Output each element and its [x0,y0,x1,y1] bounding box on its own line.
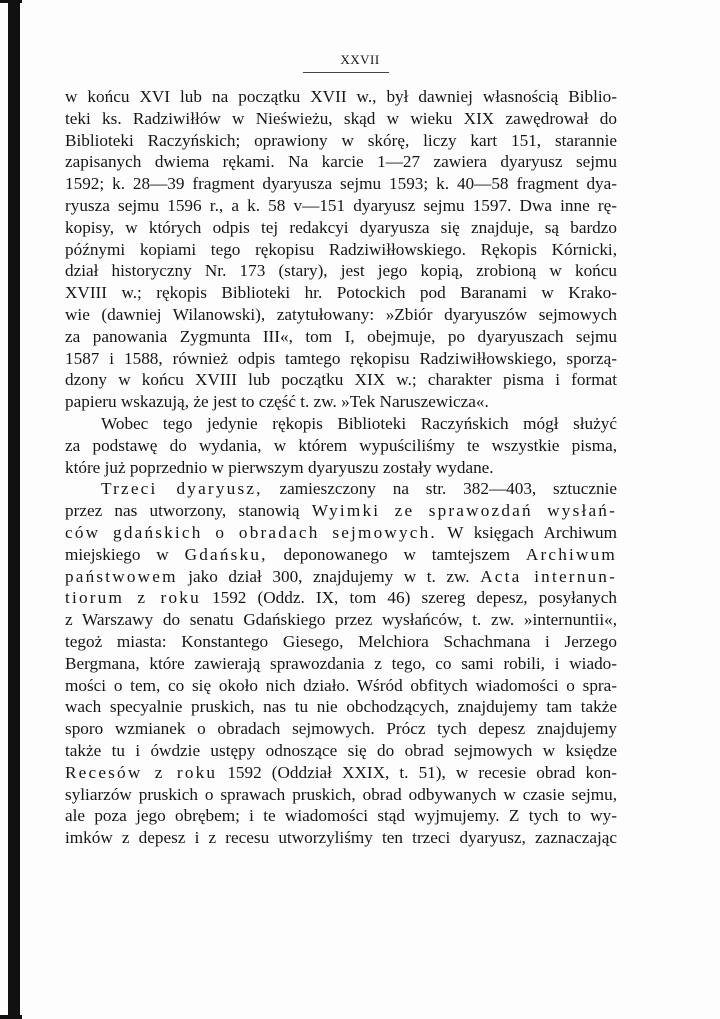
text-fragment: przez nas utworzony, stanowią [65,501,312,521]
text-line: które już poprzednio w pierwszym dyaryuszu zostały wydane. [65,457,494,477]
spaced-term: tiorum z roku [65,588,201,608]
spaced-term: ców gdańskich o obradach sejmowych. [65,522,437,542]
text-line: 1592; k. 28—39 fragment dyaryusza sejmu 1593; k. 40—58 fragment dya- [65,174,617,194]
text-fragment: 1592 (Oddział XXIX, t. 51), w recesie obrad kon- [217,762,617,782]
header-rule [303,72,389,73]
text-line: za podstawę do wydania, w którem wypuściliśmy te wszystkie pisma, [65,435,617,455]
text-line [65,587,617,609]
scan-binding-bottom [0,1015,22,1019]
spaced-term: Gdańsku, [184,544,268,564]
text-line [65,478,617,500]
text-line: wie (dawniej Wilanowski), zatytułowany: »Zbiór dyaryuszów sejmowych [65,304,617,324]
paragraph-1 [65,86,617,413]
text-fragment: W księgach Archiwum [436,522,617,542]
text-line: także tu i ówdzie ustępy odnoszące się do obrad sejmowych w księdze [65,740,617,760]
spaced-term: Archiwum [525,544,617,564]
text-line [65,762,617,784]
text-line: dzony w końcu XVIII lub początku XIX w.; charakter pisma i format [65,370,617,390]
text-line: w końcu XVI lub na początku XVII w., był dawniej własnością Biblio- [65,87,617,106]
text-line: późnymi kopiami tego rękopisu Radziwiłłowskiego. Rękopis Kórnicki, [65,239,617,259]
text-line: Biblioteki Raczyńskich; oprawiony w skórę, liczy kart 151, starannie [65,130,617,150]
text-line: za panowania Zygmunta III«, tom I, obejmuje, po dyaryuszach sejmu [65,326,617,346]
spaced-term: Recesów z roku [65,762,218,782]
text-fragment: jako dział 300, znajdujemy w t. zw. [177,566,481,586]
text-line: z Warszawy do senatu Gdańskiego przez wysłańców, t. zw. »internuntii«, [65,610,617,630]
paragraph-2 [65,413,617,478]
text-line: mości o tem, co się około nich działo. Wśród obfitych wiadomości o spra- [65,675,617,695]
page-number: XXVII [340,52,380,67]
page-body [65,86,617,849]
spaced-term: Trzeci dyaryusz, [101,479,263,499]
spaced-term: Acta internun- [480,566,617,586]
text-line: ale poza jego obrębem; i te wiadomości stąd wyjmujemy. Z tych to wy- [65,806,617,826]
text-line: Bergmana, które zawierają sprawozdania z tego, co sami robili, i wiado- [65,653,617,673]
text-line: syliarzów pruskich o sprawach pruskich, obrad odbywanych w czasie sejmu, [65,784,617,804]
text-fragment: zamieszczony na str. 382—403, sztucznie [262,479,617,499]
text-line: wach specyalnie pruskich, nas tu nie obchodzących, znajdujemy tam także [65,697,617,717]
text-line: XVIII w.; rękopis Biblioteki hr. Potockich pod Baranami w Krako- [65,283,617,303]
text-line [65,566,617,588]
text-line: Wobec tego jedynie rękopis Biblioteki Raczyńskich mógł służyć [101,413,617,433]
text-fragment: miejskiego w [65,544,185,564]
text-line: dział historyczny Nr. 173 (stary), jest jego kopią, zrobioną w końcu [65,261,617,281]
text-line: tegoż miasta: Konstantego Giesego, Melchiora Schachmana i Jerzego [65,631,617,651]
scan-binding-top [0,0,22,3]
text-line: papieru wskazują, że jest to część t. zw. »Tek Naruszewicza«. [65,392,489,412]
text-line: imków z depesz i z recesu utworzyliśmy ten trzeci dyaryusz, zaznaczając [65,828,617,848]
paragraph-3 [65,478,617,849]
text-line: ryusza sejmu 1596 r., a k. 58 v—151 dyaryusz sejmu 1597. Dwa inne rę- [65,195,617,215]
text-line [65,544,617,566]
text-line: kopisy, w których odpis tej redakcyi dyaryusza się znajduje, są bardzo [65,217,617,237]
text-fragment: 1592 (Oddz. IX, tom 46) szereg depesz, posyłanych [200,588,617,608]
spaced-term: państwowem [65,566,178,586]
text-line: teki ks. Radziwiłłów w Nieświeżu, skąd w wieku XIX zawędrował do [65,108,617,128]
text-line [65,500,617,522]
spaced-term: Wyimki ze sprawozdań wysłań- [311,501,617,521]
scan-binding-edge [8,0,20,1019]
text-line [65,522,617,544]
text-line: sporo wzmianek o obradach sejmowych. Prócz tych depesz znajdujemy [65,719,617,739]
text-line: 1587 i 1588, również odpis tamtego rękopisu Radziwiłłowskiego, sporzą- [65,348,617,368]
text-fragment: deponowanego w tamtejszem [267,544,526,564]
text-line: zapisanych dwiema rękami. Na karcie 1—27 zawiera dyaryusz sejmu [65,152,617,172]
